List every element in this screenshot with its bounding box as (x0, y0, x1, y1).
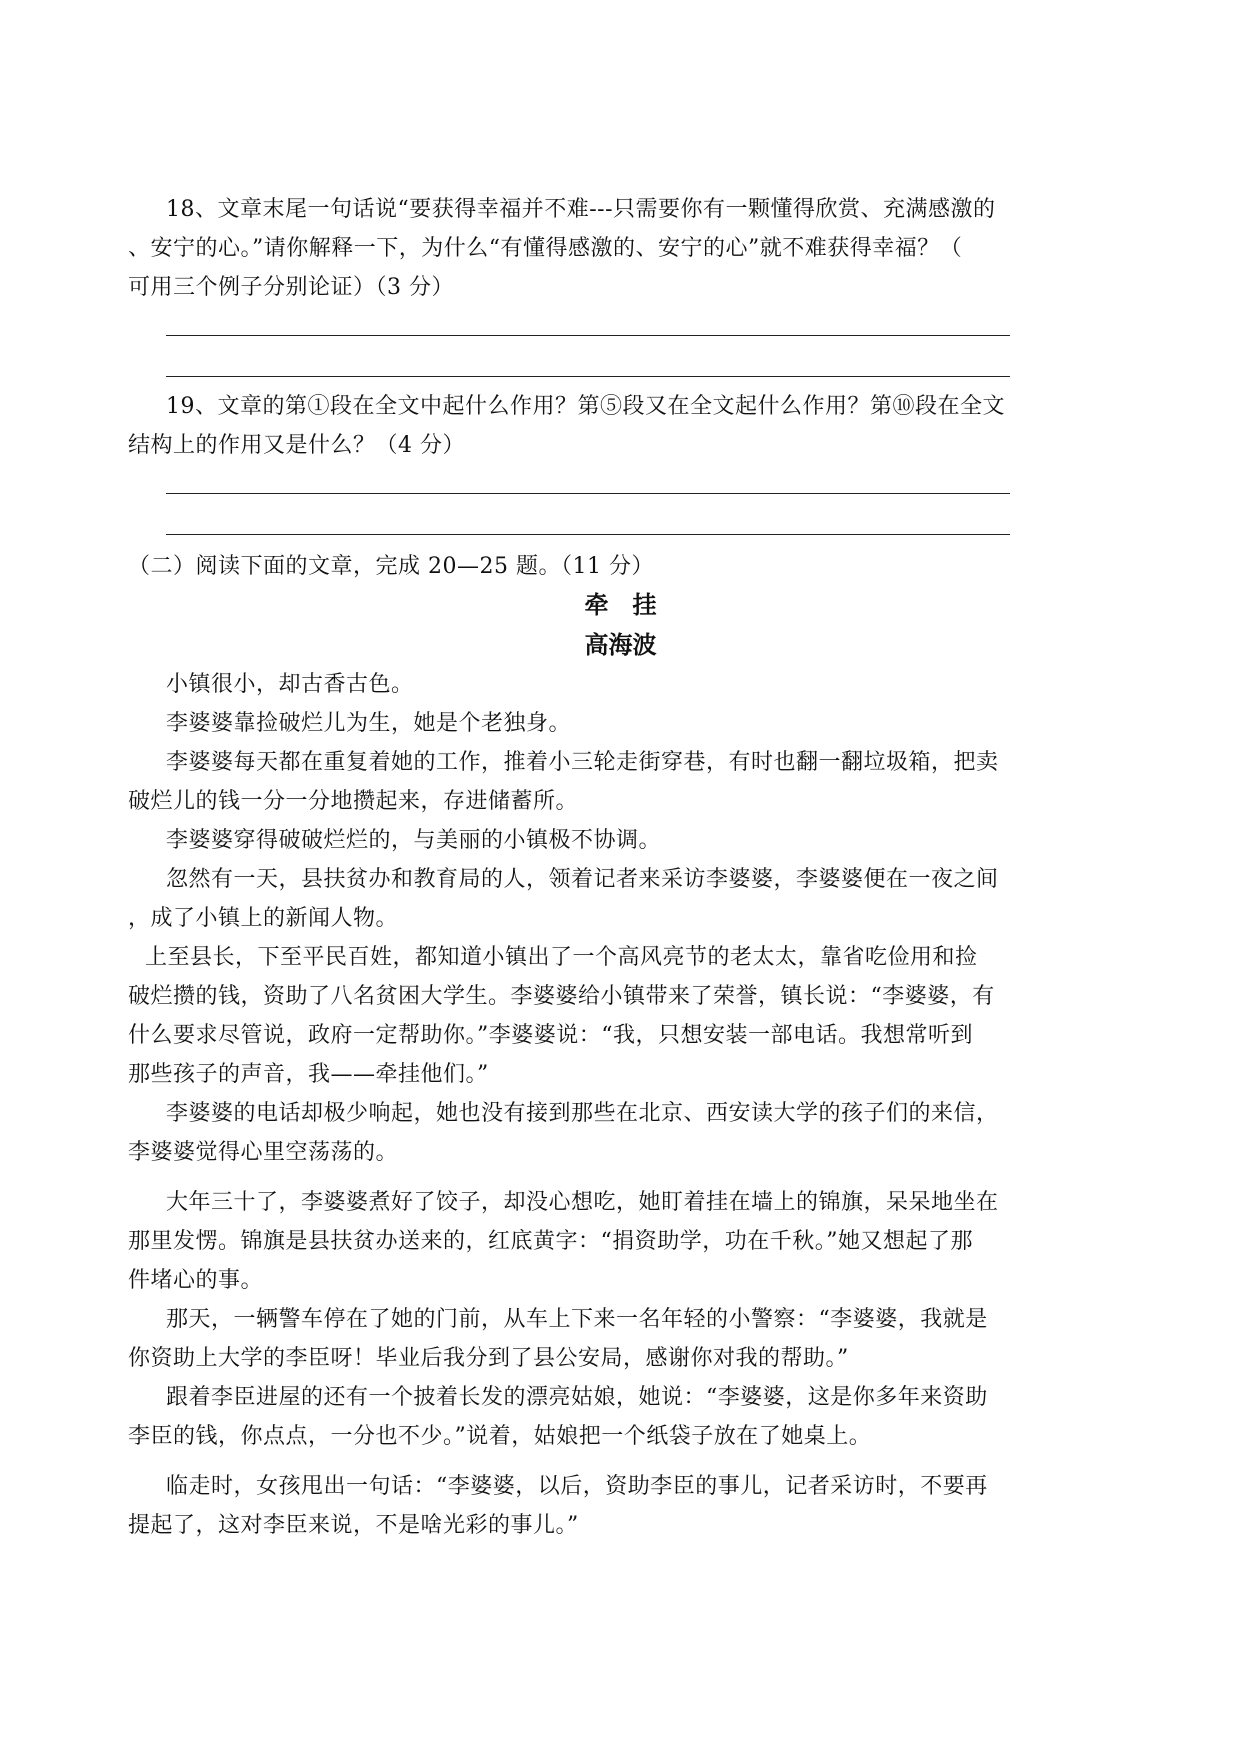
story-paragraph-4: 李婆婆穿得破破烂烂的，与美丽的小镇极不协调。 (166, 828, 662, 853)
story-paragraph-5-line-2: ，成了小镇上的新闻人物。 (128, 906, 399, 931)
story-paragraph-11-line-1: 临走时，女孩甩出一句话：“李婆婆，以后，资助李臣的事儿，记者采访时，不要再 (166, 1474, 988, 1499)
story-paragraph-10-line-1: 跟着李臣进屋的还有一个披着长发的漂亮姑娘，她说：“李婆婆，这是你多年来资助 (166, 1385, 988, 1410)
story-paragraph-2: 李婆婆靠捡破烂儿为生，她是个老独身。 (166, 711, 572, 736)
q18-line-3: 可用三个例子分别论证）（3 分） (128, 275, 454, 300)
story-paragraph-6-line-3: 什么要求尽管说，政府一定帮助你。”李婆婆说：“我，只想安装一部电话。我想常听到 (128, 1023, 973, 1048)
story-title: 牵 挂 (584, 591, 657, 619)
story-paragraph-5-line-1: 忽然有一天，县扶贫办和教育局的人，领着记者来采访李婆婆，李婆婆便在一夜之间 (166, 867, 999, 892)
q18-line-2: 、安宁的心。”请你解释一下，为什么“有懂得感激的、安宁的心”就不难获得幸福？（ (128, 236, 963, 261)
q19-answer-line-2[interactable] (166, 534, 1010, 535)
story-paragraph-11-line-2: 提起了，这对李臣来说，不是啥光彩的事儿。” (128, 1513, 579, 1538)
section-heading: （二）阅读下面的文章，完成 20—25 题。（11 分） (128, 554, 654, 579)
q18-answer-line-2[interactable] (166, 376, 1010, 377)
story-paragraph-3-line-1: 李婆婆每天都在重复着她的工作，推着小三轮走街穿巷，有时也翻一翻垃圾箱，把卖 (166, 750, 999, 775)
q18-answer-line-1[interactable] (166, 335, 1010, 336)
story-paragraph-9-line-1: 那天，一辆警车停在了她的门前，从车上下来一名年轻的小警察：“李婆婆，我就是 (166, 1307, 988, 1332)
q19-line-1: 19、文章的第①段在全文中起什么作用？第⑤段又在全文起什么作用？第⑩段在全文 (166, 394, 1005, 419)
story-paragraph-8-line-2: 那里发愣。锦旗是县扶贫办送来的，红底黄字：“捐资助学，功在千秋。”她又想起了那 (128, 1229, 973, 1254)
story-paragraph-6-line-4: 那些孩子的声音，我——牵挂他们。” (128, 1062, 489, 1087)
story-paragraph-8-line-1: 大年三十了，李婆婆煮好了饺子，却没心想吃，她盯着挂在墙上的锦旗，呆呆地坐在 (166, 1190, 999, 1215)
story-paragraph-8-line-3: 件堵心的事。 (128, 1268, 264, 1293)
q19-answer-line-1[interactable] (166, 493, 1010, 494)
story-paragraph-6-line-2: 破烂攒的钱，资助了八名贫困大学生。李婆婆给小镇带来了荣誉，镇长说：“李婆婆，有 (128, 984, 995, 1009)
story-author: 高海波 (584, 631, 657, 659)
story-paragraph-10-line-2: 李臣的钱，你点点，一分也不少。”说着，姑娘把一个纸袋子放在了她桌上。 (128, 1424, 872, 1449)
q19-line-2: 结构上的作用又是什么？（4 分） (128, 433, 465, 458)
story-paragraph-3-line-2: 破烂儿的钱一分一分地攒起来，存进储蓄所。 (128, 789, 579, 814)
story-paragraph-1: 小镇很小，却古香古色。 (166, 672, 414, 697)
story-paragraph-7-line-1: 李婆婆的电话却极少响起，她也没有接到那些在北京、西安读大学的孩子们的来信， (166, 1101, 999, 1126)
story-paragraph-7-line-2: 李婆婆觉得心里空荡荡的。 (128, 1140, 399, 1165)
story-paragraph-6-line-1: 上至县长，下至平民百姓，都知道小镇出了一个高风亮节的老太太，靠省吃俭用和捡 (145, 945, 978, 970)
story-paragraph-9-line-2: 你资助上大学的李臣呀！毕业后我分到了县公安局，感谢你对我的帮助。” (128, 1346, 849, 1371)
q18-line-1: 18、文章末尾一句话说“要获得幸福并不难---只需要你有一颗懂得欣赏、充满感激的 (166, 197, 996, 222)
